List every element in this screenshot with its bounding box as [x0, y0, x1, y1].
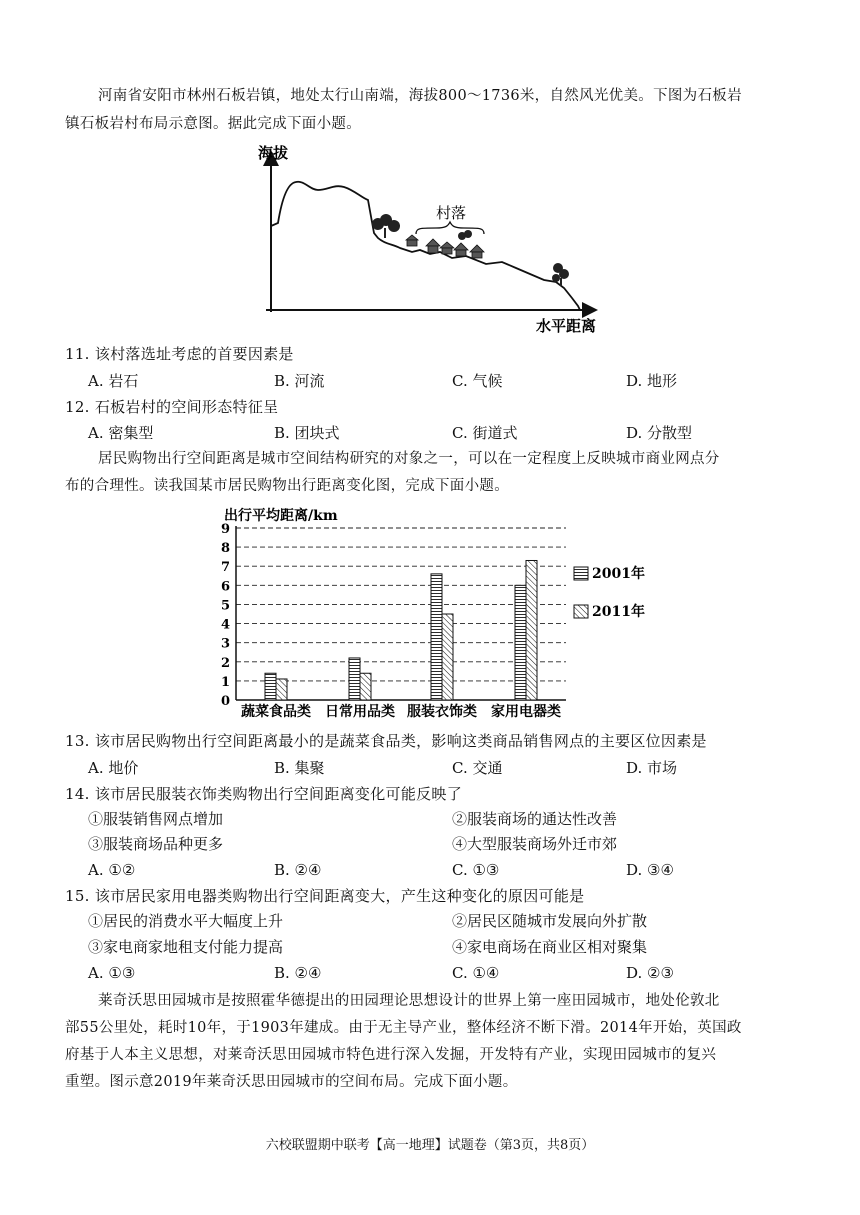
q15-item-4: ④家电商场在商业区相对聚集	[452, 938, 648, 956]
passage3-line4: 重塑。图示意2019年莱奇沃思田园城市的空间布局。完成下面小题。	[65, 1074, 518, 1090]
q12-option-c[interactable]: C. 街道式	[452, 424, 518, 442]
q12-option-b[interactable]: B. 团块式	[274, 424, 340, 442]
q14-option-b[interactable]: B. ②④	[274, 861, 322, 879]
bar-2011	[360, 673, 371, 700]
chart-y-label: 出行平均距离/km	[224, 508, 338, 524]
q14-stem: 14. 该市居民服装衣饰类购物出行空间距离变化可能反映了	[65, 785, 463, 803]
village-profile-figure	[240, 138, 620, 338]
q13-option-b[interactable]: B. 集聚	[274, 759, 325, 777]
passage3-line2: 部55公里处，耗时10年，于1903年建成。由于无主导产业，整体经济不断下滑。2014年开始，英国政	[65, 1020, 742, 1036]
y-tick-label: 5	[220, 598, 230, 614]
passage1-line1: 河南省安阳市林州石板岩镇，地处太行山南端，海拔800～1736米，自然风光优美。下图为石板岩	[98, 88, 742, 104]
shopping-distance-chart	[220, 502, 660, 722]
bar-2001	[265, 673, 276, 700]
q11-stem: 11. 该村落选址考虑的首要因素是	[65, 345, 294, 363]
x-category-label: 日常用品类	[325, 704, 395, 720]
q14-item-2: ②服装商场的通达性改善	[452, 810, 618, 828]
q13-option-a[interactable]: A. 地价	[88, 759, 139, 777]
q14-item-4: ④大型服装商场外迁市郊	[452, 835, 618, 853]
q14-item-1: ①服装销售网点增加	[88, 810, 224, 828]
q14-option-c[interactable]: C. ①③	[452, 861, 500, 879]
q13-option-d[interactable]: D. 市场	[626, 759, 678, 777]
x-category-label: 服装衣饰类	[407, 704, 477, 720]
q14-option-a[interactable]: A. ①②	[88, 861, 136, 879]
q15-option-d[interactable]: D. ②③	[626, 964, 674, 982]
village-brace	[416, 222, 484, 234]
bar-2001	[431, 574, 442, 700]
y-tick-label: 0	[220, 694, 230, 709]
x-category-label: 家用电器类	[491, 704, 561, 720]
q12-option-a[interactable]: A. 密集型	[88, 424, 154, 442]
legend-swatch	[574, 605, 588, 618]
terrain-profile	[271, 182, 580, 310]
y-tick-label: 2	[220, 655, 230, 671]
passage3-line1: 莱奇沃思田园城市是按照霍华德提出的田园理论思想设计的世界上第一座田园城市，地处伦敦北	[98, 993, 720, 1009]
q15-stem: 15. 该市居民家用电器类购物出行空间距离变大，产生这种变化的原因可能是	[65, 887, 585, 905]
y-tick-label: 9	[220, 522, 230, 537]
q11-option-a[interactable]: A. 岩石	[88, 372, 139, 390]
q15-item-3: ③家电商家地租支付能力提高	[88, 938, 284, 956]
y-tick-label: 4	[220, 617, 230, 633]
tree-icon	[458, 230, 472, 240]
q14-option-d[interactable]: D. ③④	[626, 861, 674, 879]
x-axis-label: 水平距离	[536, 317, 597, 335]
y-tick-label: 1	[220, 674, 230, 690]
bar-2011	[442, 614, 453, 700]
y-tick-label: 3	[220, 636, 230, 652]
q11-option-d[interactable]: D. 地形	[626, 372, 678, 390]
q15-item-1: ①居民的消费水平大幅度上升	[88, 912, 284, 930]
q15-item-2: ②居民区随城市发展向外扩散	[452, 912, 648, 930]
q13-stem: 13. 该市居民购物出行空间距离最小的是蔬菜食品类，影响这类商品销售网点的主要区位因素是	[65, 732, 707, 750]
x-category-label: 蔬菜食品类	[241, 704, 311, 720]
q11-option-b[interactable]: B. 河流	[274, 372, 325, 390]
bar-2011	[276, 679, 287, 700]
q15-option-b[interactable]: B. ②④	[274, 964, 322, 982]
passage2-line1: 居民购物出行空间距离是城市空间结构研究的对象之一，可以在一定程度上反映城市商业网点分	[98, 451, 720, 467]
legend-label: 2011年	[592, 604, 645, 620]
legend-label: 2001年	[592, 566, 645, 582]
q15-option-c[interactable]: C. ①④	[452, 964, 500, 982]
page-footer: 六校联盟期中联考【高一地理】试题卷（第3页，共8页）	[265, 1138, 595, 1153]
legend-swatch	[574, 567, 588, 580]
bar-2001	[515, 585, 526, 700]
y-tick-label: 7	[220, 560, 230, 576]
q14-item-3: ③服装商场品种更多	[88, 835, 224, 853]
bar-2001	[349, 658, 360, 700]
village-label: 村落	[436, 204, 467, 222]
bar-2011	[526, 560, 537, 700]
y-tick-label: 8	[220, 541, 230, 557]
passage1-line2: 镇石板岩村布局示意图。据此完成下面小题。	[65, 116, 361, 132]
q15-option-a[interactable]: A. ①③	[88, 964, 136, 982]
passage3-line3: 府基于人本主义思想，对莱奇沃思田园城市特色进行深入发掘，开发特有产业，实现田园城市的复兴	[65, 1047, 717, 1063]
q12-stem: 12. 石板岩村的空间形态特征呈	[65, 398, 279, 416]
passage2-line2: 布的合理性。读我国某市居民购物出行距离变化图，完成下面小题。	[65, 478, 509, 494]
q11-option-c[interactable]: C. 气候	[452, 372, 503, 390]
y-axis-label: 海拔	[258, 144, 289, 162]
y-tick-label: 6	[220, 579, 230, 595]
q13-option-c[interactable]: C. 交通	[452, 759, 503, 777]
q12-option-d[interactable]: D. 分散型	[626, 424, 693, 442]
